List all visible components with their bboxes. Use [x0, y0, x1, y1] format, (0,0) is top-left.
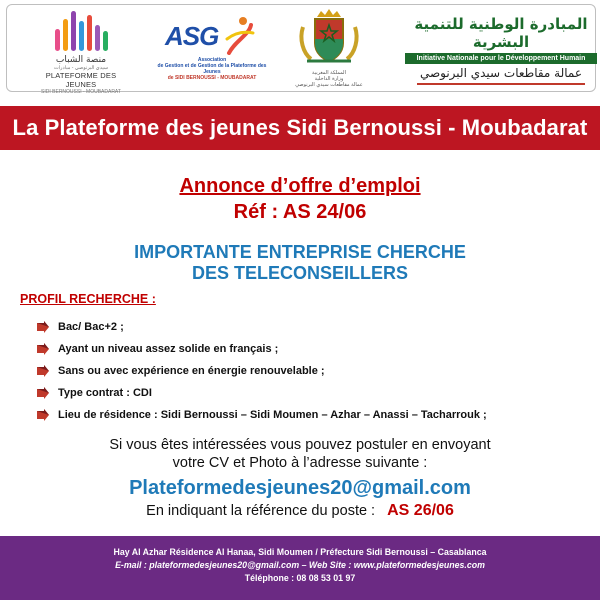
headline: [0, 242, 600, 284]
footer: [0, 536, 600, 600]
banner-title: La Plateforme des jeunes Sidi Bernoussi - Moubadarat: [12, 115, 588, 140]
arms-line-1: المملكة المغربية: [312, 70, 346, 76]
plateforme-arabic: منصة الشباب: [55, 55, 107, 65]
indh-logo: [403, 15, 599, 85]
asg-logo: [157, 13, 267, 81]
headline-line-1: IMPORTANTE ENTREPRISE CHERCHE: [134, 242, 466, 262]
headline-line-2: DES TELECONSEILLERS: [191, 263, 409, 283]
footer-phone: Téléphone : 08 08 53 01 97: [244, 573, 356, 583]
apply-line-2: votre CV et Photo à l’adresse suivante :: [172, 455, 428, 471]
asg-caption-1: Association: [197, 57, 227, 63]
asg-caption-2: de Gestion et de Gestion de la Plateforme des Jeunes: [157, 63, 267, 75]
list-item: [36, 382, 596, 404]
bullet-arrow-icon: [36, 409, 50, 421]
indh-french: Initiative Nationale pour le Développement Humain: [405, 53, 597, 64]
indh-arabic-2: عمالة مقاطعات سيدي البرنوصي: [419, 66, 583, 80]
asg-swoosh-icon: [225, 15, 255, 55]
reference-text: En indiquant la référence du poste :: [146, 503, 376, 519]
plateforme-french: PLATEFORME DES JEUNES: [45, 71, 117, 89]
announcement-reference: Réf : AS 24/06: [233, 201, 367, 223]
footer-address: Hay Al Azhar Résidence Al Hanaa, Sidi Moumen / Préfecture Sidi Bernoussi – Casablanca: [113, 547, 487, 557]
requirement-text: Bac/ Bac+2 ;: [58, 321, 124, 333]
indh-arabic: المبادرة الوطنية للتنمية البشرية: [414, 15, 588, 51]
indh-underline: [417, 83, 585, 85]
requirements-list: [36, 316, 596, 426]
coat-of-arms-icon: [297, 9, 361, 65]
list-item: [36, 404, 596, 426]
moroccan-coat-of-arms: [289, 9, 369, 88]
plateforme-sub: سيدي البرنوصي - مبادرات: [53, 65, 109, 71]
plateforme-bars-icon: [31, 11, 131, 51]
asg-caption-3: de SIDI BERNOUSSI - MOUBADARAT: [167, 75, 257, 81]
arms-line-3: عمالة مقاطعات سيدي البرنوصي: [295, 82, 363, 88]
requirement-text: Lieu de résidence : Sidi Bernoussi – Sidi Moumen – Azhar – Anassi – Tacharrouk ;: [58, 409, 487, 421]
list-item: [36, 360, 596, 382]
arms-line-2: وزارة الداخلية: [314, 76, 344, 82]
apply-instructions: [0, 436, 600, 472]
profile-heading: PROFIL RECHERCHE :: [20, 292, 156, 306]
plateforme-logo: [31, 11, 131, 95]
contact-email[interactable]: Plateformedesjeunes20@gmail.com: [129, 477, 471, 499]
asg-mark: ASG: [165, 21, 219, 51]
requirement-text: Sans ou avec expérience en énergie renouvelable ;: [58, 365, 325, 377]
apply-line-1: Si vous êtes intéressées vous pouvez postuler en envoyant: [109, 437, 491, 453]
title-banner: [0, 106, 600, 150]
bullet-arrow-icon: [36, 387, 50, 399]
plateforme-tagline: SIDI BERNOUSSI - MOUBADARAT: [41, 89, 121, 95]
list-item: [36, 316, 596, 338]
reference-line: [0, 502, 600, 520]
logo-band: [6, 4, 596, 95]
list-item: [36, 338, 596, 360]
requirement-text: Ayant un niveau assez solide en français ;: [58, 343, 279, 355]
reference-code: AS 26/06: [387, 502, 454, 519]
bullet-arrow-icon: [36, 365, 50, 377]
bullet-arrow-icon: [36, 343, 50, 355]
bullet-arrow-icon: [36, 321, 50, 333]
requirement-text: Type contrat : CDI: [58, 387, 152, 399]
footer-contact[interactable]: E-mail : plateformedesjeunes20@gmail.com – Web Site : www.plateformedesjeunes.com: [115, 560, 485, 570]
announcement-title: Annonce d’offre d’emploi: [179, 175, 421, 197]
